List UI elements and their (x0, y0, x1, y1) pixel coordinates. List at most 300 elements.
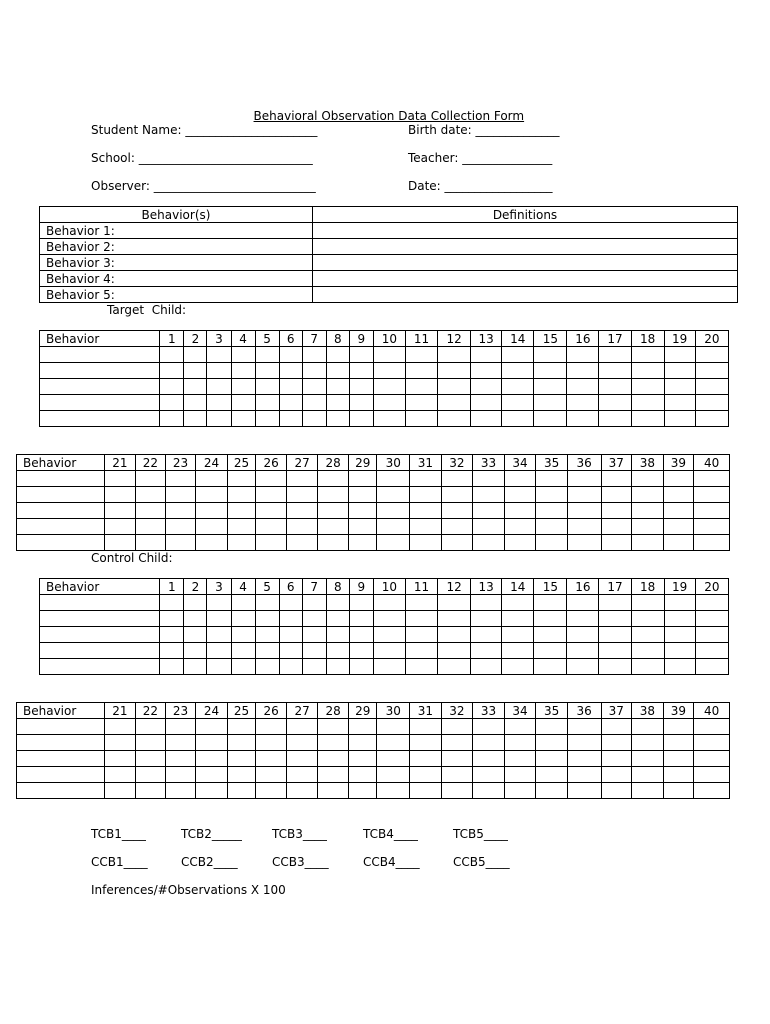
interval-cell (279, 595, 302, 611)
behavior-column-header: Behavior (17, 703, 105, 719)
interval-cell (567, 783, 601, 799)
interval-cell (373, 595, 405, 611)
interval-header: 16 (567, 579, 599, 595)
interval-cell (694, 471, 730, 487)
interval-cell (302, 411, 326, 427)
target-behavior-row (17, 519, 730, 535)
interval-cell (473, 487, 505, 503)
interval-cell (664, 611, 695, 627)
interval-cell (377, 535, 410, 551)
interval-cell (567, 395, 599, 411)
interval-cell (502, 611, 534, 627)
behavior-4-definition (313, 271, 738, 287)
interval-cell (373, 395, 405, 411)
interval-header: 17 (599, 331, 631, 347)
interval-cell (104, 519, 136, 535)
interval-cell (227, 487, 256, 503)
interval-cell (279, 411, 302, 427)
interval-cell (567, 471, 601, 487)
behavior-name-cell (40, 627, 160, 643)
interval-cell (534, 659, 567, 675)
interval-cell (160, 347, 184, 363)
interval-cell (196, 735, 228, 751)
interval-cell (302, 595, 326, 611)
interval-cell (318, 503, 349, 519)
interval-cell (231, 363, 255, 379)
interval-cell (695, 379, 728, 395)
interval-cell (410, 519, 442, 535)
interval-cell (231, 659, 255, 675)
interval-cell (279, 395, 302, 411)
interval-cell (473, 767, 505, 783)
interval-cell (160, 395, 184, 411)
interval-header: 11 (405, 331, 437, 347)
interval-cell (302, 611, 326, 627)
interval-cell (473, 471, 505, 487)
interval-cell (196, 471, 228, 487)
interval-cell (536, 519, 568, 535)
interval-cell (377, 751, 410, 767)
interval-cell (599, 643, 631, 659)
interval-cell (227, 519, 256, 535)
interval-cell (664, 379, 695, 395)
interval-cell (599, 595, 631, 611)
interval-cell (326, 659, 349, 675)
interval-cell (256, 751, 287, 767)
interval-cell (504, 503, 536, 519)
interval-cell (694, 535, 730, 551)
interval-cell (160, 411, 184, 427)
behavior-name-cell (40, 395, 160, 411)
interval-cell (160, 643, 184, 659)
interval-cell (695, 363, 728, 379)
interval-cell (601, 535, 632, 551)
interval-cell (567, 411, 599, 427)
interval-cell (207, 595, 231, 611)
interval-header: 29 (348, 455, 377, 471)
ccb3-field: CCB3____ (272, 855, 329, 869)
interval-header: 20 (695, 331, 728, 347)
interval-cell (184, 659, 207, 675)
interval-cell (601, 503, 632, 519)
interval-cell (104, 735, 136, 751)
interval-cell (256, 503, 287, 519)
interval-cell (279, 611, 302, 627)
interval-cell (184, 595, 207, 611)
interval-cell (348, 535, 377, 551)
interval-cell (471, 659, 502, 675)
interval-cell (326, 363, 349, 379)
interval-header: 27 (286, 455, 318, 471)
interval-cell (536, 503, 568, 519)
behavior-name-cell (40, 347, 160, 363)
interval-cell (405, 659, 437, 675)
interval-cell (632, 767, 664, 783)
interval-cell (567, 643, 599, 659)
interval-cell (318, 735, 349, 751)
interval-header: 22 (136, 703, 166, 719)
interval-header: 38 (632, 455, 664, 471)
interval-cell (104, 783, 136, 799)
interval-cell (534, 595, 567, 611)
interval-cell (136, 503, 166, 519)
interval-cell (207, 395, 231, 411)
interval-cell (255, 595, 279, 611)
interval-cell (136, 719, 166, 735)
interval-cell (207, 347, 231, 363)
interval-cell (663, 471, 694, 487)
interval-cell (438, 347, 471, 363)
interval-cell (196, 719, 228, 735)
interval-cell (165, 471, 196, 487)
interval-cell (104, 719, 136, 735)
target-child-grid-21-40 (16, 454, 730, 551)
interval-cell (165, 519, 196, 535)
interval-cell (694, 767, 730, 783)
tcb2-field: TCB2_____ (181, 827, 242, 841)
interval-header: 10 (373, 331, 405, 347)
date-field: Date: __________________ (408, 179, 553, 193)
interval-cell (231, 595, 255, 611)
interval-cell (410, 535, 442, 551)
interval-cell (165, 503, 196, 519)
school-field: School: _____________________________ (91, 151, 313, 165)
interval-cell (504, 519, 536, 535)
interval-cell (599, 379, 631, 395)
interval-cell (255, 347, 279, 363)
behavior-name-cell (17, 487, 105, 503)
interval-cell (227, 735, 256, 751)
interval-cell (502, 659, 534, 675)
interval-cell (160, 611, 184, 627)
interval-cell (663, 735, 694, 751)
interval-cell (286, 783, 318, 799)
interval-cell (632, 783, 664, 799)
interval-cell (567, 719, 601, 735)
target-behavior-row (40, 363, 729, 379)
interval-cell (256, 471, 287, 487)
interval-cell (286, 719, 318, 735)
interval-cell (104, 767, 136, 783)
interval-cell (410, 503, 442, 519)
interval-cell (405, 627, 437, 643)
interval-cell (567, 595, 599, 611)
interval-header: 20 (695, 579, 728, 595)
interval-cell (184, 363, 207, 379)
behavior-5-definition (313, 287, 738, 303)
interval-header: 4 (231, 579, 255, 595)
behavior-5-label: Behavior 5: (40, 287, 313, 303)
interval-cell (318, 783, 349, 799)
interval-cell (536, 535, 568, 551)
interval-header: 12 (438, 579, 471, 595)
target-behavior-row (17, 487, 730, 503)
interval-header: 10 (373, 579, 405, 595)
interval-cell (286, 471, 318, 487)
interval-cell (473, 719, 505, 735)
interval-cell (326, 395, 349, 411)
interval-cell (694, 519, 730, 535)
interval-cell (256, 767, 287, 783)
behavior-column-header: Behavior (17, 455, 105, 471)
interval-cell (196, 503, 228, 519)
interval-cell (255, 643, 279, 659)
interval-cell (694, 783, 730, 799)
interval-cell (599, 411, 631, 427)
interval-cell (286, 503, 318, 519)
interval-cell (695, 627, 728, 643)
interval-header: 24 (196, 703, 228, 719)
interval-cell (567, 503, 601, 519)
interval-cell (279, 627, 302, 643)
interval-cell (663, 487, 694, 503)
interval-cell (441, 751, 473, 767)
interval-cell (473, 535, 505, 551)
interval-cell (567, 767, 601, 783)
interval-cell (504, 487, 536, 503)
interval-cell (256, 519, 287, 535)
interval-header: 36 (567, 703, 601, 719)
interval-cell (664, 627, 695, 643)
interval-cell (227, 783, 256, 799)
interval-cell (165, 767, 196, 783)
interval-cell (326, 611, 349, 627)
interval-header: 31 (410, 703, 442, 719)
interval-cell (231, 627, 255, 643)
interval-header: 34 (504, 703, 536, 719)
interval-cell (286, 735, 318, 751)
interval-cell (349, 379, 373, 395)
interval-cell (349, 347, 373, 363)
interval-cell (664, 659, 695, 675)
interval-cell (663, 767, 694, 783)
interval-cell (534, 379, 567, 395)
interval-cell (567, 487, 601, 503)
target-behavior-row (40, 379, 729, 395)
interval-cell (567, 363, 599, 379)
interval-cell (631, 611, 664, 627)
target-behavior-row (17, 535, 730, 551)
interval-header: 12 (438, 331, 471, 347)
interval-cell (373, 363, 405, 379)
interval-cell (207, 643, 231, 659)
interval-header: 40 (694, 455, 730, 471)
interval-cell (227, 535, 256, 551)
interval-cell (473, 783, 505, 799)
interval-cell (632, 719, 664, 735)
interval-cell (255, 363, 279, 379)
behavior-name-cell (17, 535, 105, 551)
interval-header: 24 (196, 455, 228, 471)
interval-cell (104, 503, 136, 519)
interval-cell (694, 719, 730, 735)
interval-cell (207, 379, 231, 395)
interval-cell (405, 611, 437, 627)
interval-header: 18 (631, 579, 664, 595)
interval-cell (326, 347, 349, 363)
interval-cell (104, 751, 136, 767)
interval-cell (601, 767, 632, 783)
tcb4-field: TCB4____ (363, 827, 418, 841)
interval-cell (349, 611, 373, 627)
interval-cell (136, 471, 166, 487)
control-child-grid-21-40 (16, 702, 730, 799)
interval-cell (302, 627, 326, 643)
interval-header: 6 (279, 331, 302, 347)
control-behavior-row (40, 627, 729, 643)
interval-cell (373, 611, 405, 627)
control-behavior-row (17, 783, 730, 799)
interval-cell (373, 643, 405, 659)
interval-cell (441, 735, 473, 751)
interval-cell (567, 751, 601, 767)
interval-cell (567, 627, 599, 643)
interval-cell (631, 659, 664, 675)
interval-cell (599, 611, 631, 627)
interval-cell (632, 519, 664, 535)
interval-cell (567, 535, 601, 551)
interval-cell (438, 611, 471, 627)
interval-header: 14 (502, 331, 534, 347)
interval-cell (255, 611, 279, 627)
interval-cell (695, 611, 728, 627)
interval-cell (349, 411, 373, 427)
interval-header: 36 (567, 455, 601, 471)
interval-cell (632, 503, 664, 519)
interval-cell (694, 487, 730, 503)
interval-cell (471, 379, 502, 395)
interval-header: 7 (302, 579, 326, 595)
student-name-field: Student Name: ______________________ (91, 123, 318, 137)
interval-header: 5 (255, 331, 279, 347)
interval-cell (695, 411, 728, 427)
interval-cell (256, 535, 287, 551)
interval-header: 16 (567, 331, 599, 347)
interval-cell (279, 347, 302, 363)
interval-header: 3 (207, 579, 231, 595)
interval-cell (165, 735, 196, 751)
interval-cell (348, 735, 377, 751)
interval-cell (405, 595, 437, 611)
interval-cell (326, 411, 349, 427)
interval-header: 32 (441, 703, 473, 719)
interval-cell (349, 595, 373, 611)
interval-cell (136, 783, 166, 799)
interval-cell (349, 659, 373, 675)
interval-cell (441, 719, 473, 735)
behavior-1-label: Behavior 1: (40, 223, 313, 239)
interval-cell (286, 767, 318, 783)
interval-cell (377, 471, 410, 487)
interval-header: 37 (601, 455, 632, 471)
interval-cell (302, 347, 326, 363)
interval-cell (184, 411, 207, 427)
interval-cell (695, 659, 728, 675)
interval-cell (502, 395, 534, 411)
interval-header: 11 (405, 579, 437, 595)
interval-cell (373, 379, 405, 395)
interval-header: 26 (256, 455, 287, 471)
interval-header: 13 (471, 579, 502, 595)
interval-cell (601, 471, 632, 487)
interval-cell (302, 363, 326, 379)
interval-cell (567, 347, 599, 363)
interval-cell (601, 783, 632, 799)
interval-cell (410, 767, 442, 783)
interval-cell (695, 595, 728, 611)
interval-cell (348, 487, 377, 503)
behavior-name-cell (40, 643, 160, 659)
interval-cell (441, 487, 473, 503)
interval-cell (326, 627, 349, 643)
behavior-name-cell (17, 751, 105, 767)
interval-cell (318, 719, 349, 735)
interval-cell (196, 767, 228, 783)
interval-header: 23 (165, 703, 196, 719)
interval-cell (302, 659, 326, 675)
interval-cell (255, 379, 279, 395)
interval-cell (631, 379, 664, 395)
interval-cell (473, 503, 505, 519)
interval-cell (349, 627, 373, 643)
interval-cell (231, 411, 255, 427)
interval-cell (504, 471, 536, 487)
ccb1-field: CCB1____ (91, 855, 148, 869)
interval-cell (631, 363, 664, 379)
interval-cell (438, 595, 471, 611)
interval-header: 17 (599, 579, 631, 595)
behavior-2-definition (313, 239, 738, 255)
interval-cell (165, 751, 196, 767)
interval-cell (165, 719, 196, 735)
interval-cell (231, 611, 255, 627)
interval-cell (502, 595, 534, 611)
interval-cell (567, 611, 599, 627)
interval-cell (664, 643, 695, 659)
interval-cell (279, 659, 302, 675)
interval-cell (377, 503, 410, 519)
interval-cell (318, 767, 349, 783)
interval-cell (534, 643, 567, 659)
interval-header: 22 (136, 455, 166, 471)
control-behavior-row (17, 719, 730, 735)
interval-cell (227, 719, 256, 735)
interval-cell (536, 471, 568, 487)
interval-cell (663, 751, 694, 767)
interval-cell (664, 363, 695, 379)
interval-cell (279, 643, 302, 659)
interval-cell (231, 347, 255, 363)
interval-cell (632, 735, 664, 751)
interval-cell (438, 659, 471, 675)
interval-cell (373, 411, 405, 427)
interval-header: 38 (632, 703, 664, 719)
interval-cell (136, 735, 166, 751)
interval-cell (227, 751, 256, 767)
interval-header: 35 (536, 455, 568, 471)
interval-cell (632, 751, 664, 767)
interval-cell (601, 487, 632, 503)
interval-cell (438, 395, 471, 411)
interval-cell (160, 595, 184, 611)
interval-cell (438, 643, 471, 659)
interval-cell (471, 363, 502, 379)
interval-cell (471, 411, 502, 427)
interval-cell (184, 395, 207, 411)
interval-header: 6 (279, 579, 302, 595)
interval-cell (471, 395, 502, 411)
interval-cell (504, 719, 536, 735)
